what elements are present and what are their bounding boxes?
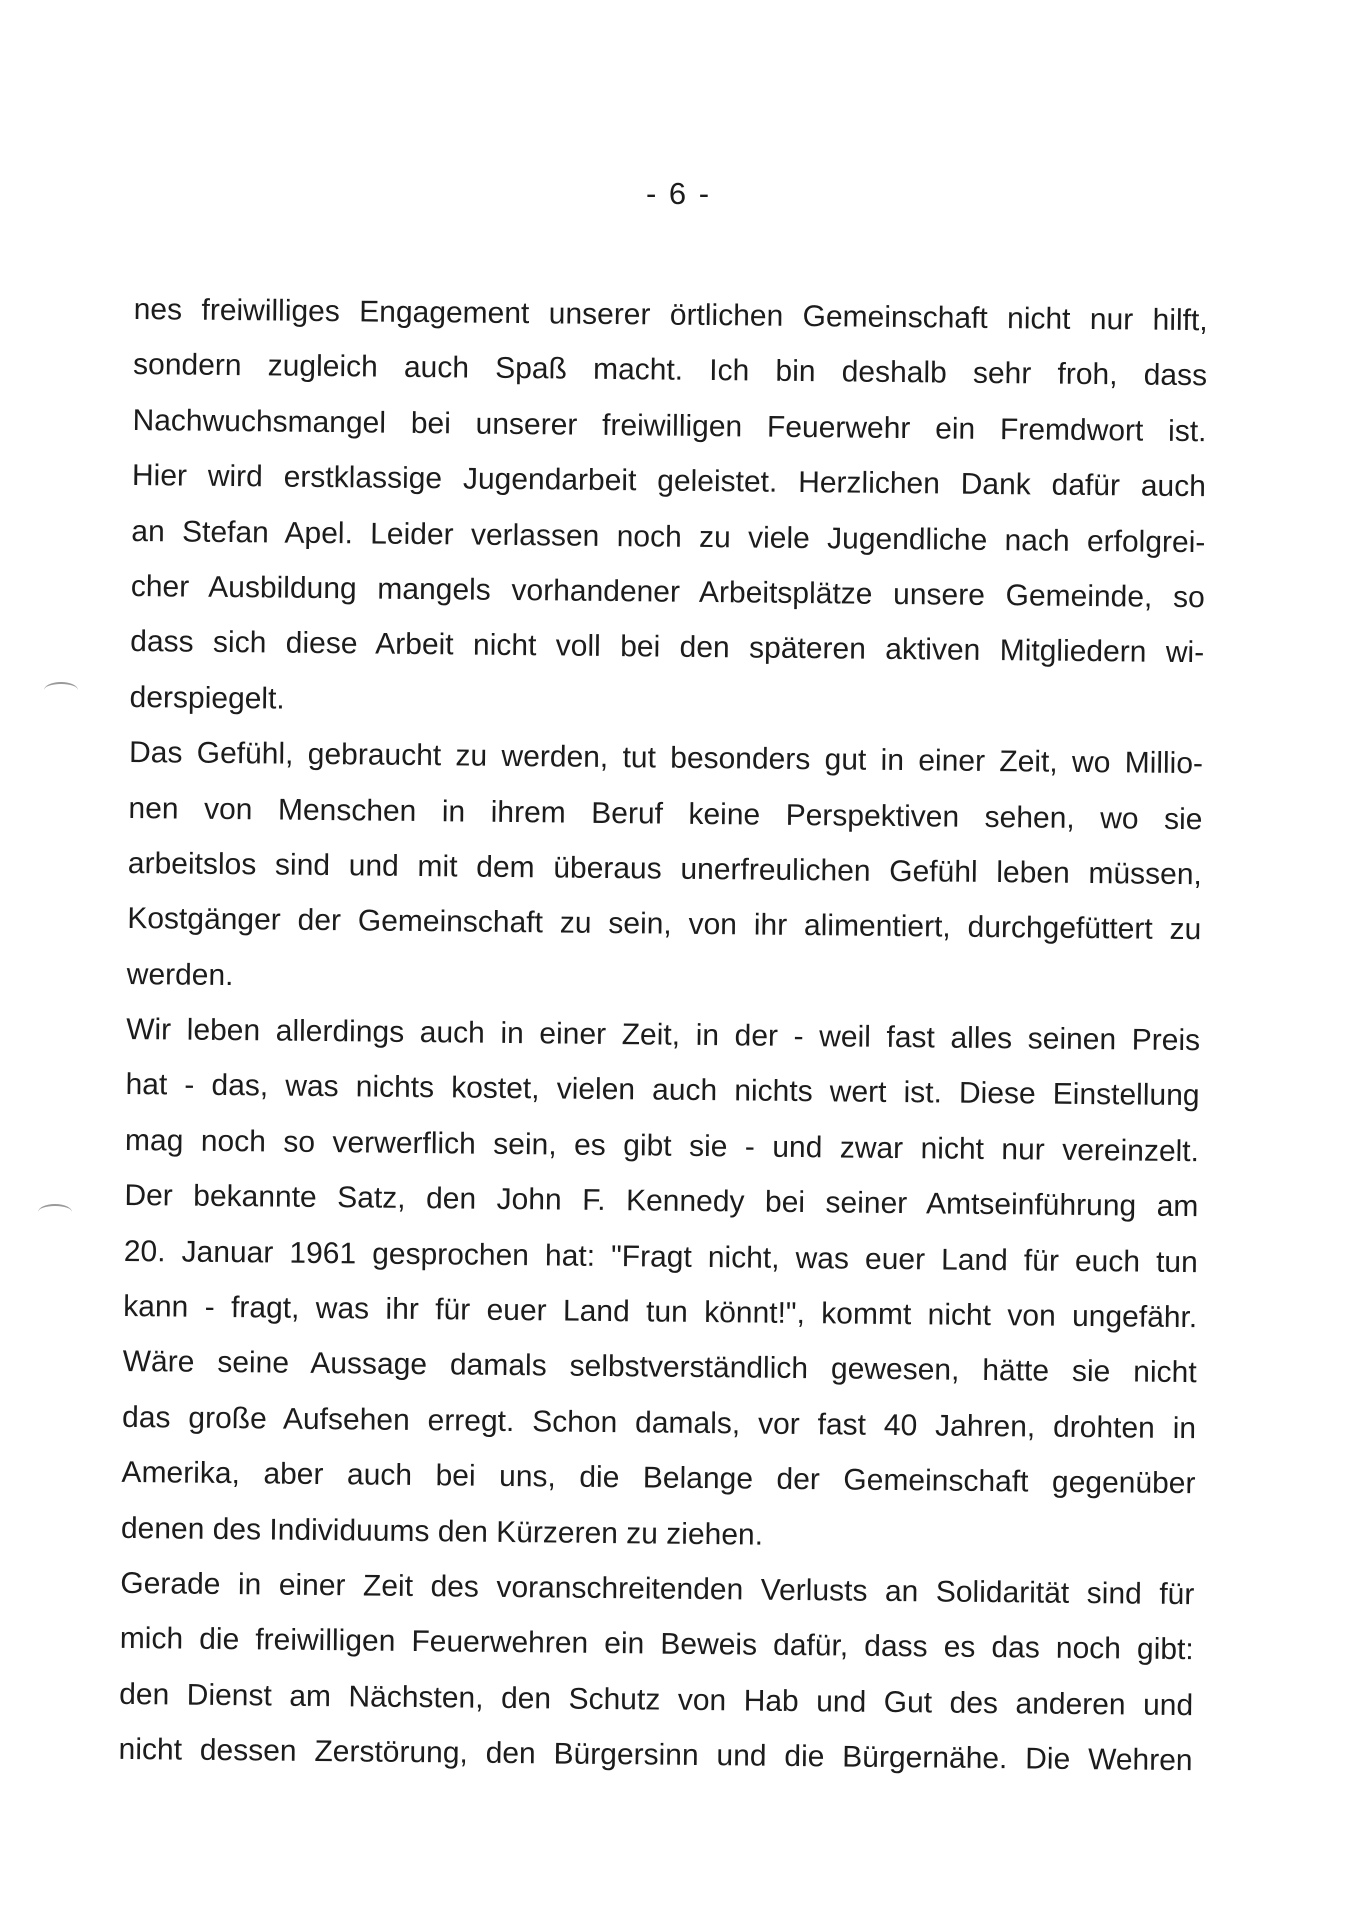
text-line: hat - das, was nichts kostet, vielen auch nichts wert ist. Diese Einstellung xyxy=(125,1068,1200,1113)
text-line: an Stefan Apel. Leider verlassen noch zu viele Jugendliche nach erfolgrei- xyxy=(131,514,1206,559)
text-line: nicht dessen Zerstörung, den Bürgersinn und die Bürgernähe. Die Wehren xyxy=(118,1733,1193,1778)
text-line: 20. Januar 1961 gesprochen hat: "Fragt nicht, was euer Land für euch tun xyxy=(123,1234,1198,1279)
text-line: werden. xyxy=(126,957,234,992)
text-line: cher Ausbildung mangels vorhandener Arbeitsplätze unsere Gemeinde, so xyxy=(130,569,1205,615)
text-line: nen von Menschen in ihrem Beruf keine Perspektiven sehen, wo sie xyxy=(128,791,1203,836)
text-line: derspiegelt. xyxy=(129,680,285,716)
margin-mark xyxy=(44,682,78,698)
text-line: Gerade in einer Zeit des voranschreitenden Verlusts an Solidarität sind für xyxy=(120,1566,1195,1612)
text-line: Wäre seine Aussage damals selbstverständlich gewesen, hätte sie nicht xyxy=(122,1345,1197,1390)
text-line: Nachwuchsmangel bei unserer freiwilligen Feuerwehr ein Fremdwort ist. xyxy=(132,403,1207,449)
text-line: Kostgänger der Gemeinschaft zu sein, von ihr alimentiert, durchgefüttert zu xyxy=(127,902,1202,947)
text-line: den Dienst am Nächsten, den Schutz von Hab und Gut des anderen und xyxy=(119,1677,1194,1722)
text-line: Amerika, aber auch bei uns, die Belange der Gemeinschaft gegenüber xyxy=(121,1456,1196,1501)
text-line: denen des Individuums den Kürzeren zu ziehen. xyxy=(120,1511,764,1552)
text-line: Der bekannte Satz, den John F. Kennedy bei seiner Amtseinführung am xyxy=(124,1179,1199,1224)
text-line: dass sich diese Arbeit nicht voll bei den späteren aktiven Mitgliedern wi- xyxy=(130,625,1205,670)
text-line: Hier wird erstklassige Jugendarbeit geleistet. Herzlichen Dank dafür auch xyxy=(131,459,1207,504)
text-line: mich die freiwilligen Feuerwehren ein Beweis dafür, dass es das noch gibt: xyxy=(119,1622,1194,1667)
text-line: Wir leben allerdings auch in einer Zeit, in der - weil fast alles seinen Preis xyxy=(125,1013,1201,1058)
page-number: - 6 - xyxy=(645,176,712,211)
text-line: kann - fragt, was ihr für euer Land tun könnt!", kommt nicht von ungefähr. xyxy=(123,1289,1198,1335)
text-line: nes freiwilliges Engagement unserer örtlichen Gemeinschaft nicht nur hilft, xyxy=(133,292,1208,338)
text-line: das große Aufsehen erregt. Schon damals, vor fast 40 Jahren, drohten in xyxy=(121,1400,1197,1445)
margin-mark xyxy=(38,1204,72,1220)
text-line: mag noch so verwerflich sein, es gibt sie - und zwar nicht nur vereinzelt. xyxy=(124,1123,1200,1169)
body-text xyxy=(118,282,1208,1789)
text-line: Das Gefühl, gebraucht zu werden, tut besonders gut in einer Zeit, wo Millio- xyxy=(128,736,1204,781)
text-line: sondern zugleich auch Spaß macht. Ich bin deshalb sehr froh, dass xyxy=(132,348,1208,393)
text-line: arbeitslos sind und mit dem überaus unerfreulichen Gefühl leben müssen, xyxy=(127,846,1203,892)
